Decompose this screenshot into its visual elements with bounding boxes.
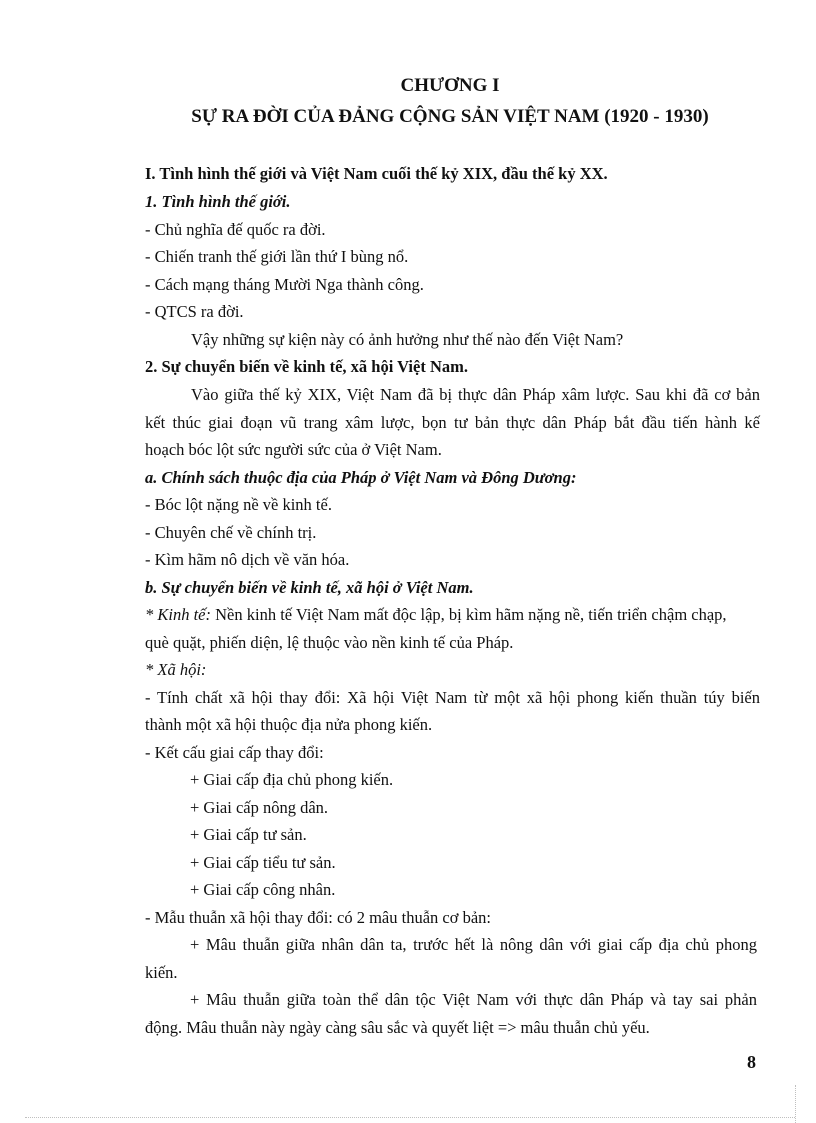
paragraph-line: què quặt, phiến diện, lệ thuộc vào nền kinh tế của Pháp.	[145, 633, 514, 652]
list-item: - Chuyên chế về chính trị.	[145, 523, 317, 542]
paragraph-line: Vào giữa thế kỷ XIX, Việt Nam đã bị thực dân Pháp xâm lược. Sau khi đã cơ bản	[191, 385, 760, 404]
subsection-heading: 2. Sự chuyển biến về kinh tế, xã hội Việt Nam.	[145, 357, 468, 376]
list-item: - Mẫu thuẫn xã hội thay đổi: có 2 mâu thuẫn cơ bản:	[145, 908, 491, 927]
list-item: + Giai cấp tư sản.	[190, 825, 307, 844]
paragraph-line: Vậy những sự kiện này có ảnh hưởng như thế nào đến Việt Nam?	[191, 330, 624, 349]
page-number: 8	[747, 1052, 756, 1072]
list-item: - Bóc lột nặng nề về kinh tế.	[145, 495, 332, 514]
list-item: - Cách mạng tháng Mười Nga thành công.	[145, 275, 424, 294]
paragraph-line: thành một xã hội thuộc địa nửa phong kiến.	[145, 715, 433, 734]
subsection-heading: 1. Tình hình thế giới.	[145, 192, 291, 211]
list-item: + Giai cấp công nhân.	[190, 880, 336, 899]
society-label: * Xã hội:	[145, 660, 207, 679]
paragraph-line: - Tính chất xã hội thay đổi: Xã hội Việt Nam từ một xã hội phong kiến thuần túy biến	[145, 688, 760, 707]
paragraph-line: kết thúc giai đoạn vũ trang xâm lược, bọn tư bản thực dân Pháp bắt đầu tiến hành kế	[145, 413, 760, 432]
paragraph-line	[145, 605, 760, 625]
chapter-title: SỰ RA ĐỜI CỦA ĐẢNG CỘNG SẢN VIỆT NAM (1920 - 1930)	[191, 106, 709, 127]
list-item: - Chủ nghĩa đế quốc ra đời.	[145, 220, 326, 239]
subsection-heading: a. Chính sách thuộc địa của Pháp ở Việt Nam và Đông Dương:	[145, 468, 577, 487]
page-border-right	[795, 1085, 796, 1123]
chapter-label: CHƯƠNG I	[400, 75, 500, 96]
list-item: + Giai cấp nông dân.	[190, 798, 329, 817]
list-item: + Giai cấp địa chủ phong kiến.	[190, 770, 394, 789]
economy-text: Nền kinh tế Việt Nam mất độc lập, bị kìm hãm nặng nề, tiến triển chậm chạp,	[211, 605, 727, 624]
subsection-heading: b. Sự chuyển biến về kinh tế, xã hội ở Việt Nam.	[145, 578, 474, 597]
paragraph-line: + Mâu thuẫn giữa toàn thể dân tộc Việt Nam với thực dân Pháp và tay sai phản	[190, 990, 757, 1009]
paragraph-line: + Mâu thuẫn giữa nhân dân ta, trước hết là nông dân với giai cấp địa chủ phong	[190, 935, 757, 954]
page-border-bottom	[25, 1117, 795, 1118]
section-heading: I. Tình hình thế giới và Việt Nam cuối thế kỷ XIX, đầu thế kỷ XX.	[145, 164, 608, 183]
list-item: - Chiến tranh thế giới lần thứ I bùng nổ.	[145, 247, 409, 266]
list-item: - Kìm hãm nô dịch về văn hóa.	[145, 550, 350, 569]
list-item: - Kết cấu giai cấp thay đổi:	[145, 743, 324, 762]
list-item: + Giai cấp tiểu tư sản.	[190, 853, 336, 872]
list-item: - QTCS ra đời.	[145, 302, 244, 321]
paragraph-line: hoạch bóc lột sức người sức của ở Việt Nam.	[145, 440, 442, 459]
paragraph-line: động. Mâu thuẫn này ngày càng sâu sắc và quyết liệt => mâu thuẫn chủ yếu.	[145, 1018, 650, 1037]
economy-label: * Kinh tế:	[145, 605, 211, 624]
paragraph-line: kiến.	[145, 963, 178, 982]
